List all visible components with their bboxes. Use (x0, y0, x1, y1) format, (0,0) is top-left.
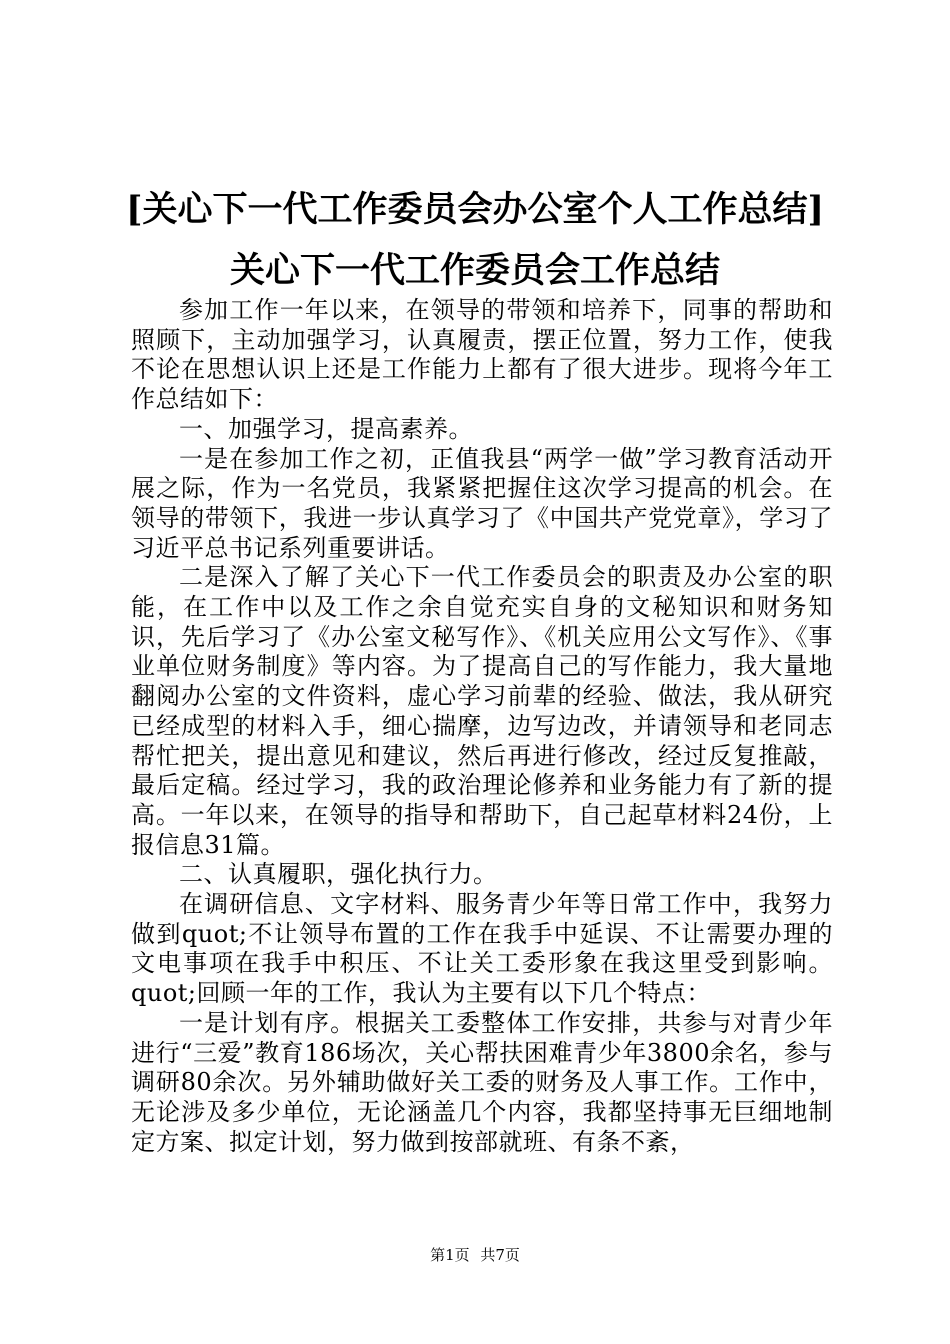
document-subtitle: 关心下一代工作委员会工作总结 (229, 250, 720, 291)
paragraph: 在调研信息、文字材料、服务青少年等日常工作中，我努力做到quot;不让领导布置的工作在我手中延误、不让需要办理的文电事项在我手中积压、不让关工委形象在我这里受到影响。quot;回顾一年的工作，我认为主要有以下几个特点： (131, 890, 833, 1008)
paragraph: 一是在参加工作之初，正值我县“两学一做”学习教育活动开展之际，作为一名党员，我紧紧把握住这次学习提高的机会。在领导的带领下，我进一步认真学习了《中国共产党党章》，学习了习近平总书记系列重要讲话。 (131, 444, 833, 562)
paragraph: 参加工作一年以来，在领导的带领和培养下，同事的帮助和照顾下，主动加强学习，认真履责，摆正位置，努力工作，使我不论在思想认识上还是工作能力上都有了很大进步。现将今年工作总结如下： (131, 296, 833, 414)
page-number: 第1页 (430, 1246, 470, 1264)
section-heading: 二、认真履职，强化执行力。 (179, 860, 498, 889)
document-title: [关心下一代工作委员会办公室个人工作总结] (125, 189, 825, 230)
page-footer (0, 1245, 950, 1265)
document-body (131, 296, 833, 1157)
section-heading: 一、加强学习，提高素养。 (179, 414, 473, 443)
paragraph: 一是计划有序。根据关工委整体工作安排，共参与对青少年进行“三爱”教育186场次，关心帮扶困难青少年3800余名，参与调研80余次。另外辅助做好关工委的财务及人事工作。工作中，无论涉及多少单位，无论涵盖几个内容，我都坚持事无巨细地制定方案、拟定计划，努力做到按部就班、有条不紊， (131, 1008, 833, 1156)
page-total: 共7页 (480, 1246, 520, 1264)
paragraph: 二是深入了解了关心下一代工作委员会的职责及办公室的职能，在工作中以及工作之余自觉充实自身的文秘知识和财务知识，先后学习了《办公室文秘写作》、《机关应用公文写作》、《事业单位财务制度》等内容。为了提高自己的写作能力，我大量地翻阅办公室的文件资料，虚心学习前辈的经验、做法，我从研究已经成型的材料入手，细心揣摩，边写边改，并请领导和老同志帮忙把关，提出意见和建议，然后再进行修改，经过反复推敲，最后定稿。经过学习，我的政治理论修养和业务能力有了新的提高。一年以来，在领导的指导和帮助下，自己起草材料24份，上报信息31篇。 (131, 563, 833, 859)
